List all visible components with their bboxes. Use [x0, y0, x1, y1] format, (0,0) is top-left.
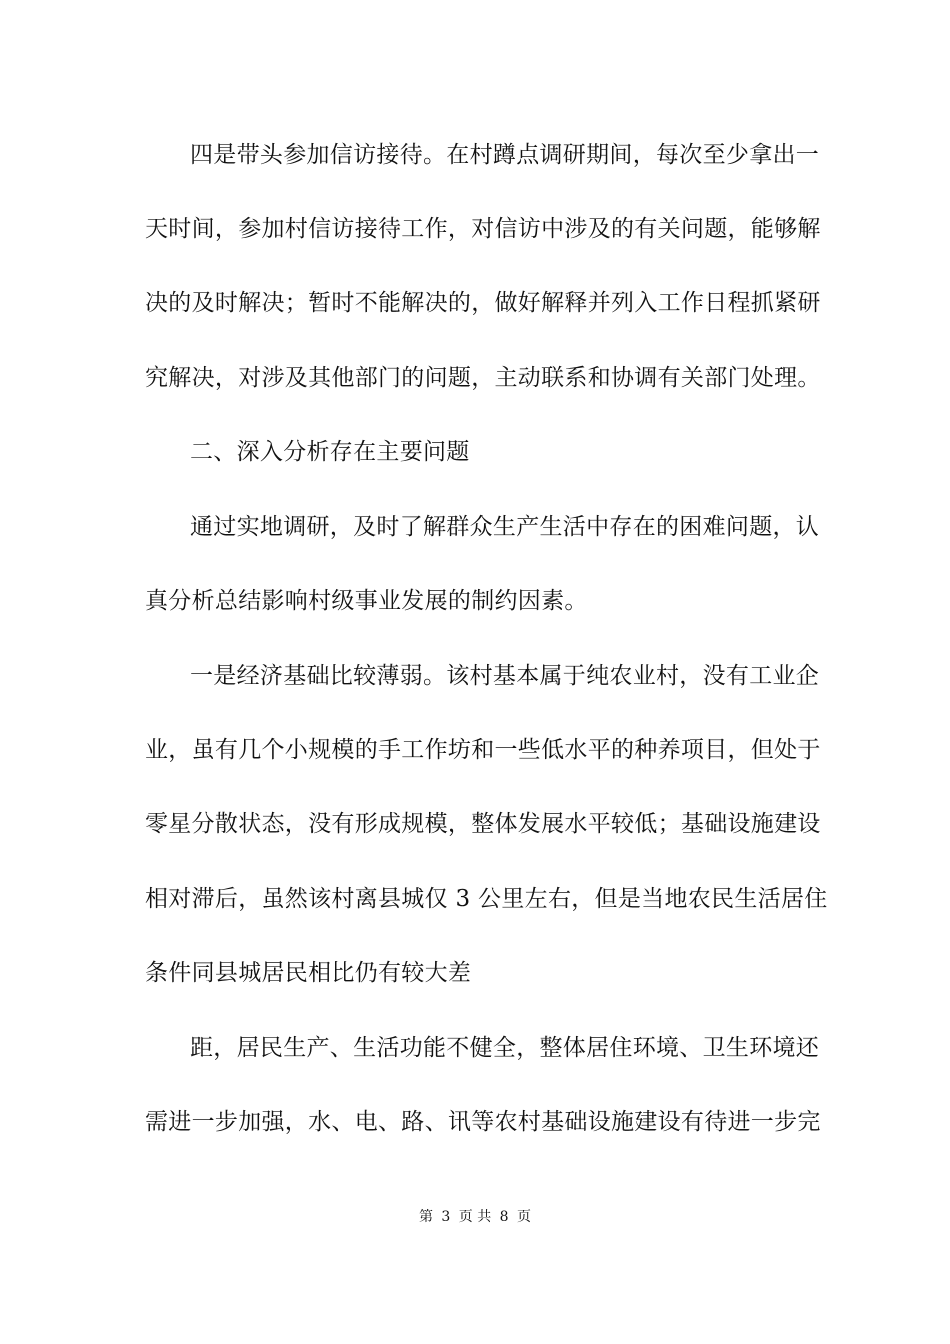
paragraph-line: 四是带头参加信访接待。在村蹲点调研期间，每次至少拿出一 — [190, 142, 820, 168]
paragraph-line: 天时间，参加村信访接待工作，对信访中涉及的有关问题，能够解 — [145, 216, 821, 242]
paragraph-line: 零星分散状态，没有形成规模，整体发展水平较低；基础设施建设 — [145, 811, 821, 837]
paragraph-line: 一是经济基础比较薄弱。该村基本属于纯农业村，没有工业企 — [190, 663, 820, 689]
section-heading: 二、深入分析存在主要问题 — [190, 439, 470, 465]
paragraph-line: 决的及时解决；暂时不能解决的，做好解释并列入工作日程抓紧研 — [145, 290, 821, 316]
paragraph-line: 业，虽有几个小规模的手工作坊和一些低水平的种养项目，但处于 — [145, 737, 821, 763]
paragraph-line: 通过实地调研，及时了解群众生产生活中存在的困难问题，认 — [190, 514, 820, 540]
page-footer — [0, 1208, 950, 1226]
paragraph-line: 相对滞后，虽然该村离县城仅 3 公里左右，但是当地农民生活居住 — [145, 886, 828, 912]
paragraph-line: 距，居民生产、生活功能不健全，整体居住环境、卫生环境还 — [190, 1035, 820, 1061]
paragraph-line: 究解决，对涉及其他部门的问题，主动联系和协调有关部门处理。 — [145, 365, 821, 391]
paragraph-line: 条件同县城居民相比仍有较大差 — [145, 960, 472, 986]
footer-total-pages: 8 — [499, 1209, 509, 1225]
footer-suffix: 页 — [517, 1209, 532, 1225]
footer-middle: 页 共 — [458, 1209, 492, 1225]
footer-current-page: 3 — [441, 1209, 451, 1225]
paragraph-line: 真分析总结影响村级事业发展的制约因素。 — [145, 588, 588, 614]
paragraph-line: 需进一步加强，水、电、路、讯等农村基础设施建设有待进一步完 — [145, 1109, 821, 1135]
footer-prefix: 第 — [418, 1209, 433, 1225]
